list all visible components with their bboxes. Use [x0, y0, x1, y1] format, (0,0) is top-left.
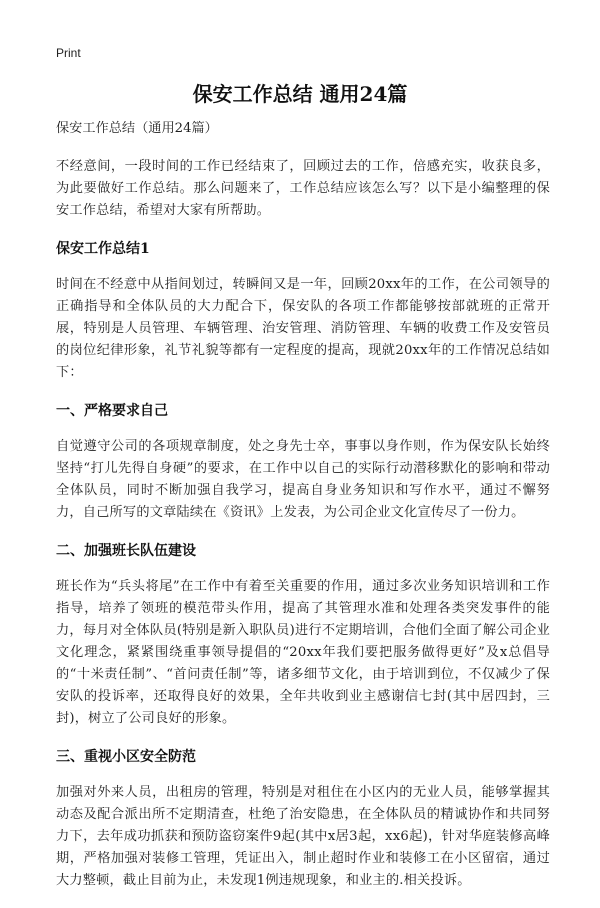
heading-strict-requirements: 一、严格要求自己	[56, 403, 168, 419]
article-subtitle: 保安工作总结（通用24篇）	[56, 121, 218, 136]
heading-team-leader-building: 二、加强班长队伍建设	[56, 543, 196, 559]
intro-paragraph: 不经意间，一段时间的工作已经结束了，回顾过去的工作，倍感充实，收获良多，为此要做好工作总结。那么问题来了，工作总结应该怎么写？以下是小编整理的保安工作总结，希望对大家有所帮助。	[56, 159, 550, 218]
print-link[interactable]: Print	[56, 46, 81, 60]
paragraph-team-leader-building: 班长作为“兵头将尾”在工作中有着至关重要的作用，通过多次业务知识培训和工作指导，培养了领班的模范带头作用，提高了其管理水准和处理各类突发事件的能力，每月对全体队员(特别是新入职队员)进行不定期培训，合他们全面了解公司企业文化理念，紧紧围绕重事领导提倡的“20xx年我们要把服务做得更好”及x总倡导的“十米责任制”、“首问责任制”等，诸多细节文化，由于培训到位，不仅减少了保安队的投诉率，还取得良好的效果，全年共收到业主感谢信七封(其中居四封，三封)，树立了公司良好的形象。	[56, 579, 550, 726]
heading-community-safety: 三、重视小区安全防范	[56, 749, 196, 765]
article-body	[56, 118, 550, 908]
section-1-paragraph: 时间在不经意中从指间划过，转瞬间又是一年，回顾20xx年的工作，在公司领导的正确指导和全体队员的大力配合下，保安队的各项工作都能够按部就班的正常开展，特别是人员管理、车辆管理、治安管理、消防管理、车辆的收费工作及安管员的岗位纪律形象，礼节礼貌等都有一定程度的提高，现就20xx年的工作情况总结如下：	[56, 277, 550, 380]
paragraph-community-safety: 加强对外来人员，出租房的管理，特别是对租住在小区内的无业人员，能够掌握其动态及配合派出所不定期清查，杜绝了治安隐患，在全体队员的精诚协作和共同努力下，去年成功抓获和预防盗窃案件9起(其中x居3起，xx6起)，针对华庭装修高峰期，严格加强对装修工管理，凭证出入，制止超时作业和装修工在小区留宿，通过大力整顿，截止目前为止，未发现1例违规现象，和业主的.相关投诉。	[56, 785, 550, 888]
page-title: 保安工作总结 通用24篇	[192, 82, 408, 106]
paragraph-strict-requirements: 自觉遵守公司的各项规章制度，处之身先士卒，事事以身作则，作为保安队长始终坚持“打儿先得自身硬”的要求，在工作中以自己的实际行动潜移默化的影响和带动全体队员，同时不断加强自我学习，提高自身业务知识和写作水平，通过不懈努力，自己所写的文章陆续在《资讯》上发表，为公司企业文化宣传尽了一份力。	[56, 439, 550, 520]
section-heading-1: 保安工作总结1	[56, 241, 150, 257]
